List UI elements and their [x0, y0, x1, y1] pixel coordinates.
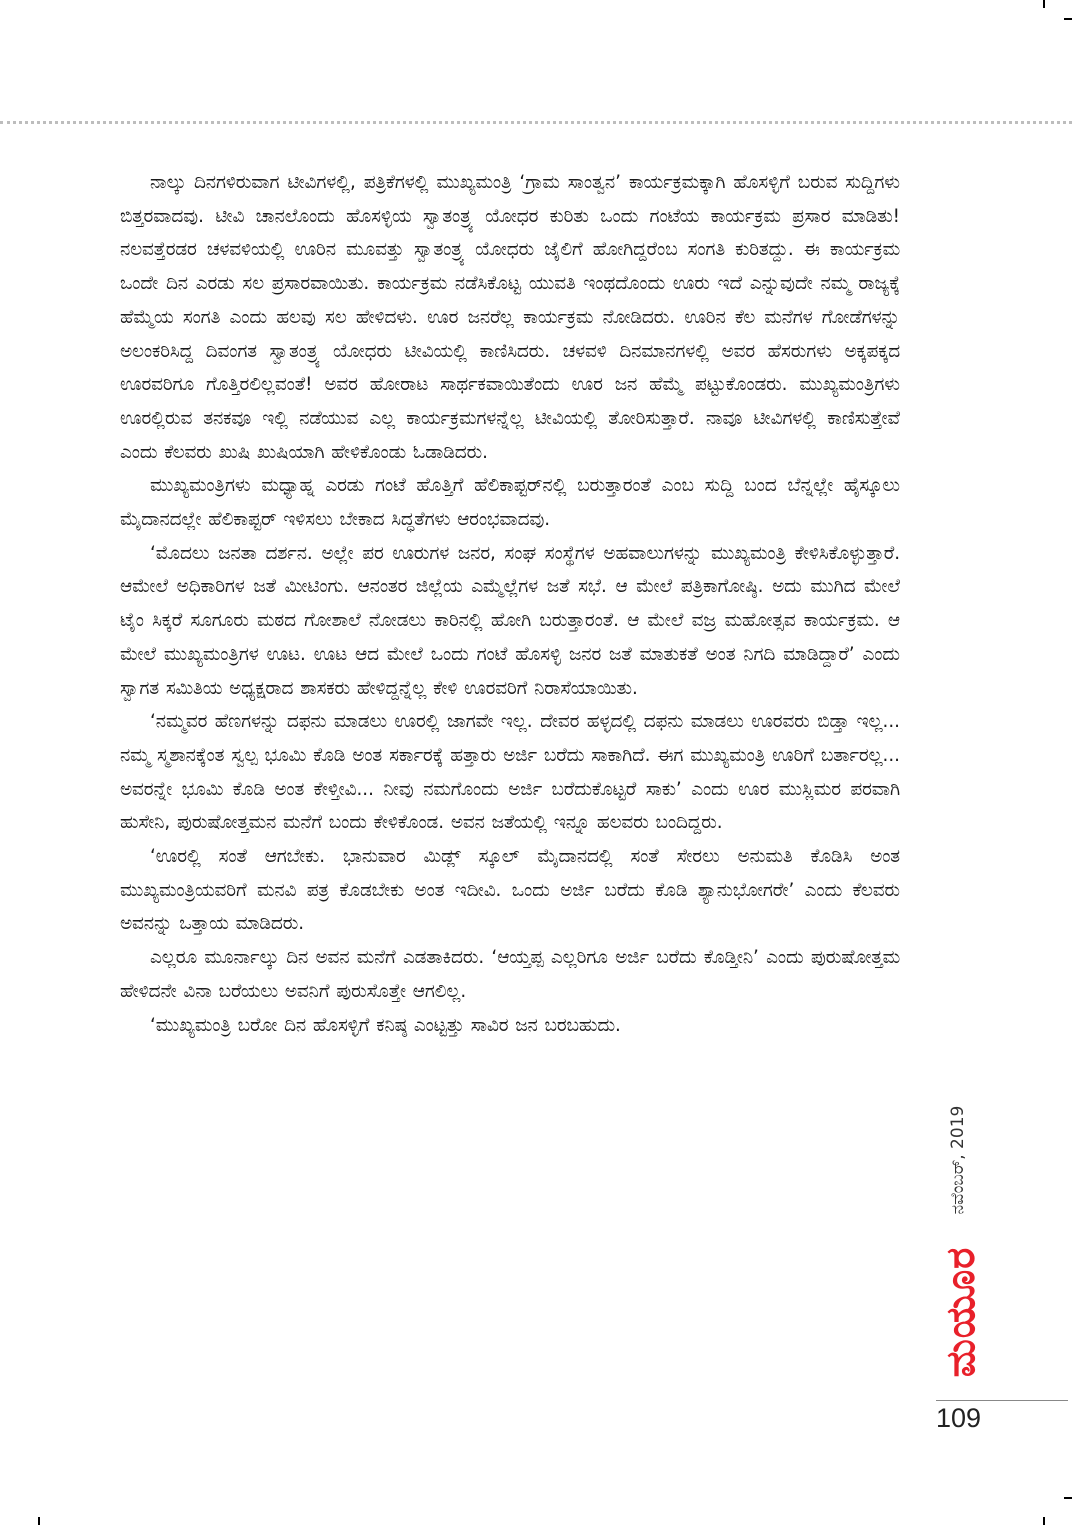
crop-mark	[1064, 18, 1072, 20]
issue-date: ನವೆಂಬರ್, 2019	[948, 1105, 968, 1215]
crop-mark	[1064, 1497, 1072, 1499]
crop-mark	[38, 1517, 40, 1525]
page-number-divider	[936, 1400, 1068, 1401]
crop-mark	[1043, 0, 1045, 8]
crop-mark	[1043, 1517, 1045, 1525]
article-paragraph-5: ‘ಊರಲ್ಲಿ ಸಂತೆ ಆಗಬೇಕು. ಭಾನುವಾರ ಮಿಡ್ಲ್ ಸ್ಕೂಲ್ ಮೈದಾನದಲ್ಲಿ ಸಂತೆ ಸೇರಲು ಅನುಮತಿ ಕೊಡಿಸಿ ಅಂತ ಮುಖ್ಯಮಂತ್ರಿಯವರಿಗೆ ಮನವಿ ಪತ್ರ ಕೊಡಬೇಕು ಅಂತ ಇದೀವಿ. ಒಂದು ಅರ್ಜಿ ಬರೆದು ಕೊಡಿ ಶ್ಯಾನುಭೋಗರೇ’ ಎಂದು ಕೆಲವರು ಅವನನ್ನು ಒತ್ತಾಯ ಮಾಡಿದರು.	[120, 846, 900, 935]
article-paragraph-3: ‘ಮೊದಲು ಜನತಾ ದರ್ಶನ. ಅಲ್ಲೇ ಪರ ಊರುಗಳ ಜನರ, ಸಂಘ ಸಂಸ್ಥೆಗಳ ಅಹವಾಲುಗಳನ್ನು ಮುಖ್ಯಮಂತ್ರಿ ಕೇಳಿಸಿಕೊಳ್ಳುತ್ತಾರೆ. ಆಮೇಲೆ ಅಧಿಕಾರಿಗಳ ಜತೆ ಮೀಟಿಂಗು. ಆನಂತರ ಜಿಲ್ಲೆಯ ಎಮ್ಮೆಲ್ಲೆಗಳ ಜತೆ ಸಭೆ. ಆ ಮೇಲೆ ಪತ್ರಿಕಾಗೋಷ್ಠಿ. ಅದು ಮುಗಿದ ಮೇಲೆ ಟೈಂ ಸಿಕ್ಕರೆ ಸೂಗೂರು ಮಠದ ಗೋಶಾಲೆ ನೋಡಲು ಕಾರಿನಲ್ಲಿ ಹೋಗಿ ಬರುತ್ತಾರಂತೆ. ಆ ಮೇಲೆ ವಜ್ರ ಮಹೋತ್ಸವ ಕಾರ್ಯಕ್ರಮ. ಆ ಮೇಲೆ ಮುಖ್ಯಮಂತ್ರಿಗಳ ಊಟ. ಊಟ ಆದ ಮೇಲೆ ಒಂದು ಗಂಟೆ ಹೊಸಳ್ಳಿ ಜನರ ಜತೆ ಮಾತುಕತೆ ಅಂತ ನಿಗದಿ ಮಾಡಿದ್ದಾರೆ’ ಎಂದು ಸ್ವಾಗತ ಸಮಿತಿಯ ಅಧ್ಯಕ್ಷರಾದ ಶಾಸಕರು ಹೇಳಿದ್ದನ್ನೆಲ್ಲ ಕೇಳಿ ಊರವರಿಗೆ ನಿರಾಸೆಯಾಯಿತು.	[120, 542, 900, 699]
page-number: 109	[936, 1403, 982, 1433]
article-paragraph-7: ‘ಮುಖ್ಯಮಂತ್ರಿ ಬರೋ ದಿನ ಹೊಸಳ್ಳಿಗೆ ಕನಿಷ್ಠ ಎಂಟ್ಟತ್ತು ಸಾವಿರ ಜನ ಬರಬಹುದು.	[150, 1014, 621, 1036]
magazine-logo: ಮಯೂರ	[938, 1246, 984, 1378]
article-body	[120, 166, 900, 1398]
header-dotted-divider	[0, 121, 1072, 124]
article-paragraph-4: ‘ನಮ್ಮವರ ಹೆಣಗಳನ್ನು ದಫನು ಮಾಡಲು ಊರಲ್ಲಿ ಜಾಗವೇ ಇಲ್ಲ. ದೇವರ ಹಳ್ಳದಲ್ಲಿ ದಫನು ಮಾಡಲು ಊರವರು ಬಿಡ್ತಾ ಇಲ್ಲ... ನಮ್ಮ ಸ್ಮಶಾನಕ್ಕೆಂತ ಸ್ವಲ್ಪ ಭೂಮಿ ಕೊಡಿ ಅಂತ ಸರ್ಕಾರಕ್ಕೆ ಹತ್ತಾರು ಅರ್ಜಿ ಬರೆದು ಸಾಕಾಗಿದೆ. ಈಗ ಮುಖ್ಯಮಂತ್ರಿ ಊರಿಗೆ ಬರ್ತಾರಲ್ಲ... ಅವರನ್ನೇ ಭೂಮಿ ಕೊಡಿ ಅಂತ ಕೇಳ್ತೀವಿ... ನೀವು ನಮಗೊಂದು ಅರ್ಜಿ ಬರೆದುಕೊಟ್ಟರೆ ಸಾಕು’ ಎಂದು ಊರ ಮುಸ್ಲಿಮರ ಪರವಾಗಿ ಹುಸೇನಿ, ಪುರುಷೋತ್ತಮನ ಮನೆಗೆ ಬಂದು ಕೇಳಿಕೊಂಡ. ಅವನ ಜತೆಯಲ್ಲಿ ಇನ್ನೂ ಹಲವರು ಬಂದಿದ್ದರು.	[120, 711, 900, 834]
article-paragraph-6: ಎಲ್ಲರೂ ಮೂರ್ನಾಲ್ಕು ದಿನ ಅವನ ಮನೆಗೆ ಎಡತಾಕಿದರು. ‘ಆಯ್ತಪ್ಪ ಎಲ್ಲರಿಗೂ ಅರ್ಜಿ ಬರೆದು ಕೊಡ್ತೀನಿ’ ಎಂದು ಪುರುಷೋತ್ತಮ ಹೇಳಿದನೇ ವಿನಾ ಬರೆಯಲು ಅವನಿಗೆ ಪುರುಸೊತ್ತೇ ಆಗಲಿಲ್ಲ.	[120, 947, 900, 1002]
article-paragraph-2: ಮುಖ್ಯಮಂತ್ರಿಗಳು ಮಧ್ಯಾಹ್ನ ಎರಡು ಗಂಟೆ ಹೊತ್ತಿಗೆ ಹೆಲಿಕಾಪ್ಟರ್‌ನಲ್ಲಿ ಬರುತ್ತಾರಂತೆ ಎಂಬ ಸುದ್ದಿ ಬಂದ ಬೆನ್ನಲ್ಲೇ ಹೈಸ್ಕೂಲು ಮೈದಾನದಲ್ಲೇ ಹೆಲಿಕಾಪ್ಟರ್ ಇಳಿಸಲು ಬೇಕಾದ ಸಿದ್ಧತೆಗಳು ಆರಂಭವಾದವು.	[120, 475, 900, 531]
article-paragraph-1: ನಾಲ್ಕು ದಿನಗಳಿರುವಾಗ ಟೀವಿಗಳಲ್ಲಿ, ಪತ್ರಿಕೆಗಳಲ್ಲಿ ಮುಖ್ಯಮಂತ್ರಿ ‘ಗ್ರಾಮ ಸಾಂತ್ವನ’ ಕಾರ್ಯಕ್ರಮಕ್ಕಾಗಿ ಹೊಸಳ್ಳಿಗೆ ಬರುವ ಸುದ್ದಿಗಳು ಬಿತ್ತರವಾದವು. ಟೀವಿ ಚಾನಲೊಂದು ಹೊಸಳ್ಳಿಯ ಸ್ವಾತಂತ್ರ್ಯ ಯೋಧರ ಕುರಿತು ಒಂದು ಗಂಟೆಯ ಕಾರ್ಯಕ್ರಮ ಪ್ರಸಾರ ಮಾಡಿತು! ನಲವತ್ತೆರಡರ ಚಳವಳಿಯಲ್ಲಿ ಊರಿನ ಮೂವತ್ತು ಸ್ವಾತಂತ್ರ್ಯ ಯೋಧರು ಜೈಲಿಗೆ ಹೋಗಿದ್ದರೆಂಬ ಸಂಗತಿ ಕುರಿತದ್ದು. ಈ ಕಾರ್ಯಕ್ರಮ ಒಂದೇ ದಿನ ಎರಡು ಸಲ ಪ್ರಸಾರವಾಯಿತು. ಕಾರ್ಯಕ್ರಮ ನಡೆಸಿಕೊಟ್ಟ ಯುವತಿ ಇಂಥದೊಂದು ಊರು ಇದೆ ಎನ್ನುವುದೇ ನಮ್ಮ ರಾಜ್ಯಕ್ಕೆ ಹೆಮ್ಮೆಯ ಸಂಗತಿ ಎಂದು ಹಲವು ಸಲ ಹೇಳಿದಳು. ಊರ ಜನರೆಲ್ಲ ಕಾರ್ಯಕ್ರಮ ನೋಡಿದರು. ಊರಿನ ಕೆಲ ಮನೆಗಳ ಗೋಡೆಗಳನ್ನು ಅಲಂಕರಿಸಿದ್ದ ದಿವಂಗತ ಸ್ವಾತಂತ್ರ್ಯ ಯೋಧರು ಟೀವಿಯಲ್ಲಿ ಕಾಣಿಸಿದರು. ಚಳವಳಿ ದಿನಮಾನಗಳಲ್ಲಿ ಅವರ ಹೆಸರುಗಳು ಅಕ್ಕಪಕ್ಕದ ಊರವರಿಗೂ ಗೊತ್ತಿರಲಿಲ್ಲವಂತೆ! ಅವರ ಹೋರಾಟ ಸಾರ್ಥಕವಾಯಿತೆಂದು ಊರ ಜನ ಹೆಮ್ಮೆ ಪಟ್ಟುಕೊಂಡರು. ಮುಖ್ಯಮಂತ್ರಿಗಳು ಊರಲ್ಲಿರುವ ತನಕವೂ ಇಲ್ಲಿ ನಡೆಯುವ ಎಲ್ಲ ಕಾರ್ಯಕ್ರಮಗಳನ್ನೆಲ್ಲ ಟೀವಿಯಲ್ಲಿ ತೋರಿಸುತ್ತಾರೆ. ನಾವೂ ಟೀವಿಗಳಲ್ಲಿ ಕಾಣಿಸುತ್ತೇವೆ ಎಂದು ಕೆಲವರು ಖುಷಿ ಖುಷಿಯಾಗಿ ಹೇಳಿಕೊಂಡು ಓಡಾಡಿದರು.	[120, 172, 900, 463]
